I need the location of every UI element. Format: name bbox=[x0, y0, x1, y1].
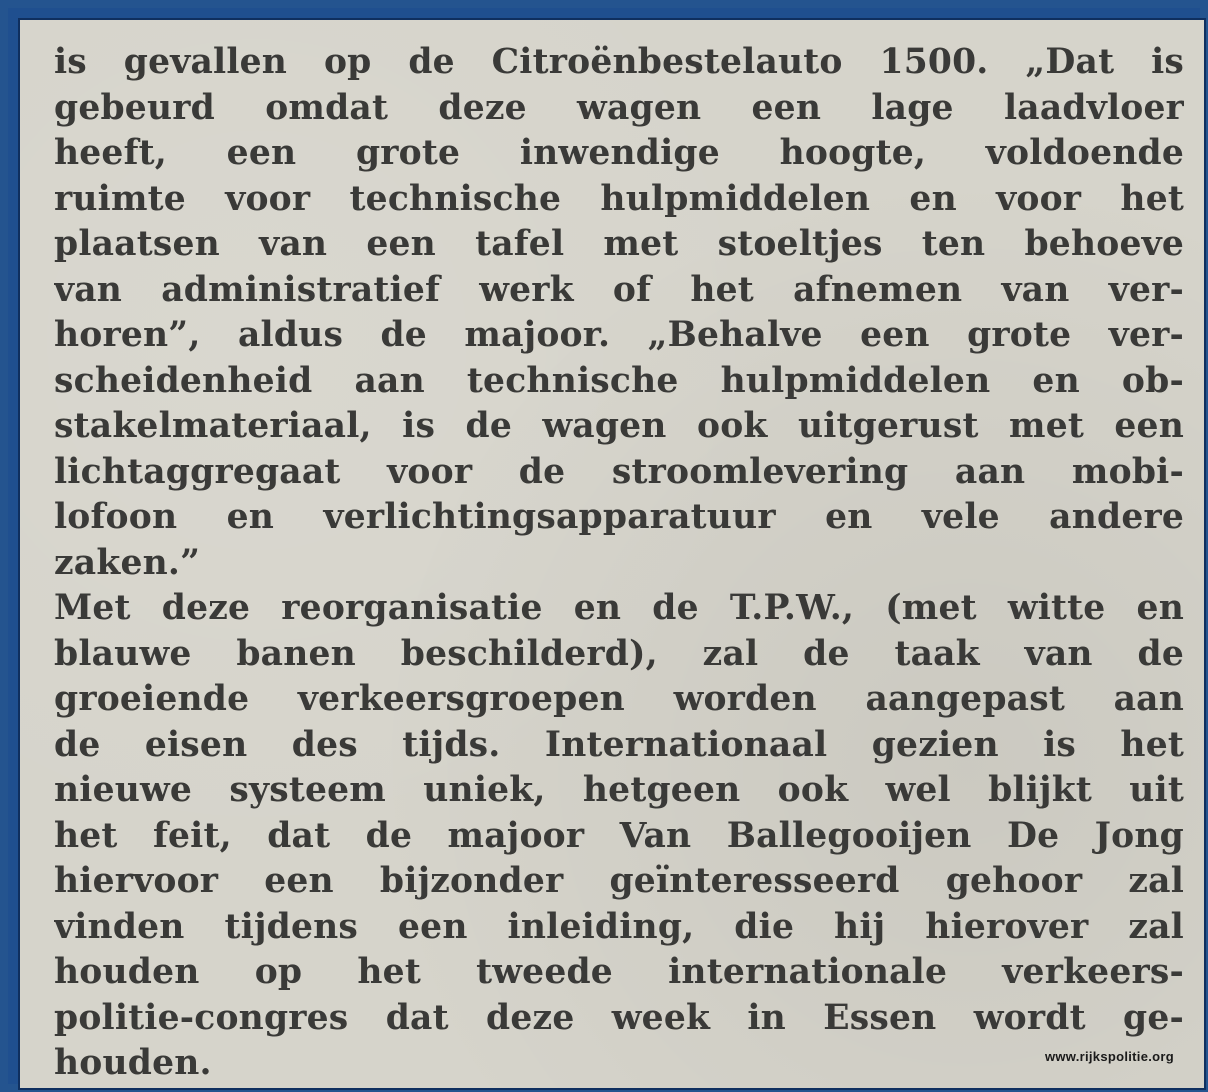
article-line: houden op het tweede internationale verkeers- bbox=[54, 952, 1184, 992]
article-line: plaatsen van een tafel met stoeltjes ten behoeve bbox=[54, 224, 1184, 264]
article-text bbox=[54, 40, 1184, 1087]
article-line: de eisen des tijds. Internationaal gezien is het bbox=[54, 724, 1184, 765]
article-line: is gevallen op de Citroënbestelauto 1500. „Dat is bbox=[54, 42, 1184, 82]
article-line: houden. bbox=[54, 1043, 212, 1083]
watermark: www.rijkspolitie.org bbox=[1044, 1049, 1174, 1064]
article-line: lofoon en verlichtingsapparatuur en vele andere bbox=[54, 497, 1184, 537]
article-line: lichtaggregaat voor de stroomlevering aan mobi- bbox=[54, 451, 1184, 492]
article-line: zaken.” bbox=[54, 542, 201, 583]
article-line: politie-congres dat deze week in Essen wordt ge- bbox=[54, 997, 1184, 1038]
article-line: nieuwe systeem uniek, hetgeen ook wel blijkt uit bbox=[54, 770, 1184, 810]
article-line: het feit, dat de majoor Van Ballegooijen De Jong bbox=[54, 815, 1184, 856]
article-line: hiervoor een bijzonder geïnteresseerd gehoor zal bbox=[54, 861, 1184, 901]
article-line: ruimte voor technische hulpmiddelen en voor het bbox=[54, 178, 1184, 219]
article-line: gebeurd omdat deze wagen een lage laadvloer bbox=[54, 87, 1184, 128]
article-line: stakelmateriaal, is de wagen ook uitgerust met een bbox=[54, 406, 1184, 446]
article-line: heeft, een grote inwendige hoogte, voldoende bbox=[54, 133, 1184, 173]
article-line: groeiende verkeersgroepen worden aangepast aan bbox=[54, 679, 1184, 719]
newspaper-clipping bbox=[18, 18, 1206, 1090]
article-line: vinden tijdens een inleiding, die hij hierover zal bbox=[54, 906, 1184, 947]
article-line: blauwe banen beschilderd), zal de taak van de bbox=[54, 633, 1184, 674]
article-line: scheidenheid aan technische hulpmiddelen en ob- bbox=[54, 360, 1184, 401]
article-line: van administratief werk of het afnemen van ver- bbox=[54, 269, 1184, 310]
article-line: horen”, aldus de majoor. „Behalve een grote ver- bbox=[54, 315, 1184, 355]
article-line: Met deze reorganisatie en de T.P.W., (met witte en bbox=[54, 588, 1184, 628]
